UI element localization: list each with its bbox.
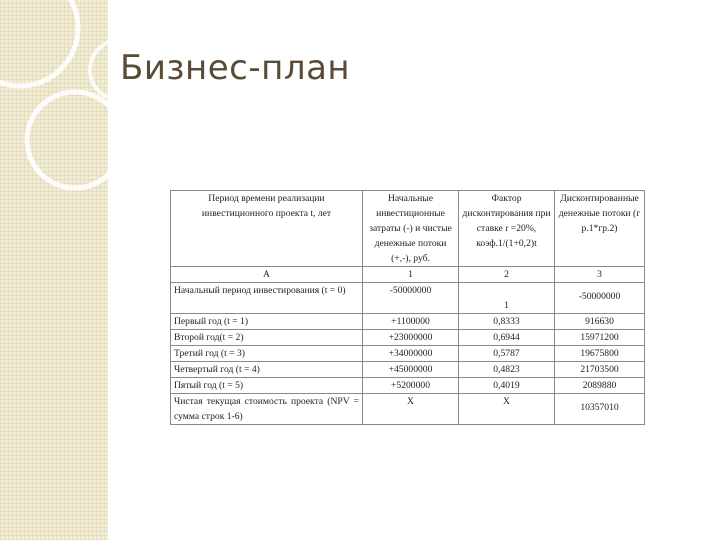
cash-flow-cell: +5200000 [363,378,459,394]
cash-flow-cell: Х [363,394,459,425]
cash-flow-cell: -50000000 [363,283,459,314]
discounted-flow-cell: 10357010 [555,394,645,425]
index-cell: 2 [459,267,555,283]
period-cell: Третий год (t = 3) [171,346,363,362]
period-cell: Пятый год (t = 5) [171,378,363,394]
slide-title: Бизнес-план [120,48,351,88]
discount-factor-cell: 1 [459,283,555,314]
index-cell: 1 [363,267,459,283]
index-cell: А [171,267,363,283]
table-row [171,330,645,346]
discount-factor-cell: 0,4823 [459,362,555,378]
cash-flow-cell: +1100000 [363,314,459,330]
header-period: Период времени реализации инвестиционного проекта t, лет [171,191,363,267]
table-row [171,346,645,362]
period-cell: Второй год(t = 2) [171,330,363,346]
discount-factor-cell: 0,5787 [459,346,555,362]
decorative-circles [0,0,180,200]
header-cash-flows: Начальные инвестиционные затраты (-) и чистые денежные потоки (+,-), руб. [363,191,459,267]
discounted-flow-cell: -50000000 [555,283,645,314]
cash-flow-cell: +45000000 [363,362,459,378]
cash-flow-cell: +23000000 [363,330,459,346]
discounted-flow-cell: 21703500 [555,362,645,378]
table-index-row [171,267,645,283]
table-row [171,378,645,394]
index-cell: 3 [555,267,645,283]
discounted-flow-cell: 19675800 [555,346,645,362]
period-cell: Первый год (t = 1) [171,314,363,330]
header-discount-factor: Фактор дисконтирования при ставке r =20%, коэф.1/(1+0,2)t [459,191,555,267]
period-cell: Чистая текущая стоимость проекта (NPV = сумма строк 1-6) [171,394,363,425]
discounted-flow-cell: 2089880 [555,378,645,394]
table-header-row [171,191,645,267]
discount-factor-cell: 0,4019 [459,378,555,394]
table-row-total [171,394,645,425]
header-discounted-flows: Дисконтированные денежные потоки (гр.1*гр.2) [555,191,645,267]
npv-table [170,190,645,425]
cash-flow-cell: +34000000 [363,346,459,362]
discount-factor-cell: 0,8333 [459,314,555,330]
period-cell: Четвертый год (t = 4) [171,362,363,378]
discounted-flow-cell: 916630 [555,314,645,330]
discount-factor-cell: Х [459,394,555,425]
table-row [171,314,645,330]
discount-factor-cell: 0,6944 [459,330,555,346]
table-row [171,362,645,378]
period-cell: Начальный период инвестирования (t = 0) [171,283,363,314]
discounted-flow-cell: 15971200 [555,330,645,346]
table-row [171,283,645,314]
